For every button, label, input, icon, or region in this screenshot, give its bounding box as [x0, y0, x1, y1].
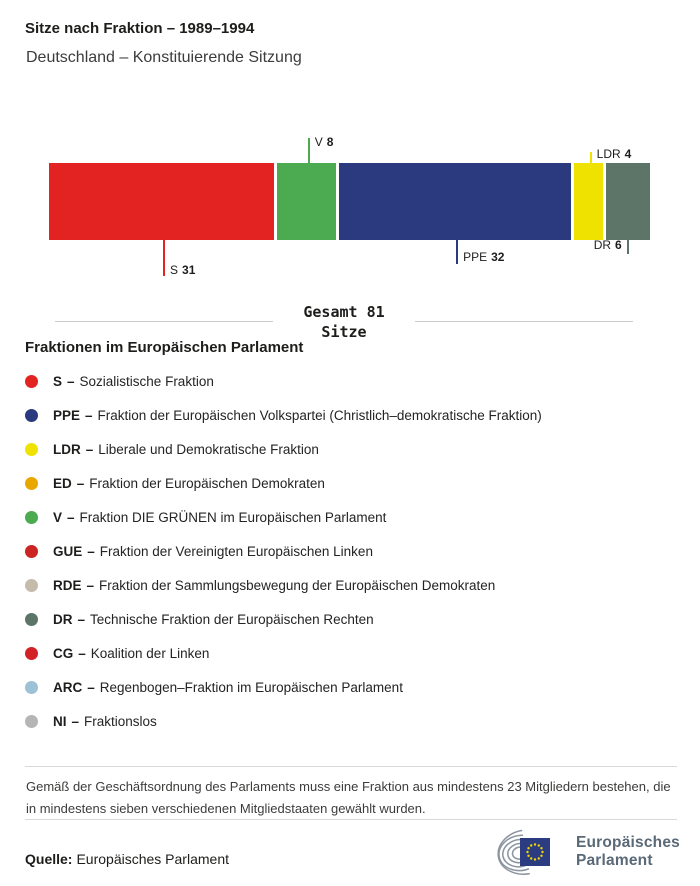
legend-dash: –	[85, 407, 93, 423]
legend-item-dr	[25, 602, 675, 636]
eu-flag	[520, 838, 550, 866]
source-value: Europäisches Parlament	[76, 851, 229, 867]
legend-code: LDR	[53, 441, 81, 457]
marker-line	[163, 240, 165, 276]
legend-dash: –	[67, 509, 75, 525]
page-subtitle: Deutschland – Konstituierende Sitzung	[26, 49, 302, 66]
bar-segment-dr	[606, 163, 650, 240]
total-seats-row	[55, 300, 633, 342]
legend-dot	[25, 477, 38, 490]
marker-line	[456, 240, 458, 264]
footer-divider-top	[25, 766, 677, 767]
legend-name: Fraktion DIE GRÜNEN im Europäischen Parlament	[79, 509, 387, 525]
total-seats-label	[273, 302, 414, 342]
ep-hemicycle-icon	[486, 828, 568, 876]
legend-dot	[25, 613, 38, 626]
legend-item-v	[25, 500, 675, 534]
total-seats-value: Gesamt 81	[303, 303, 385, 321]
divider-line	[55, 321, 273, 322]
ep-logo	[486, 828, 680, 876]
legend-dash: –	[78, 645, 86, 661]
bar-segment-v	[277, 163, 335, 240]
legend-list	[25, 364, 675, 738]
legend-dash: –	[67, 373, 75, 389]
legend-code: NI	[53, 713, 67, 729]
legend-dot	[25, 545, 38, 558]
bar-segment-s	[49, 163, 274, 240]
marker-label-s: S 31	[170, 263, 196, 277]
legend-item-s	[25, 364, 675, 398]
total-seats-unit: Sitze	[321, 323, 367, 341]
marker-label-dr: DR 6	[593, 238, 622, 252]
marker-label-ldr: LDR 4	[596, 147, 632, 161]
legend-name: Fraktion der Europäischen Demokraten	[89, 475, 325, 491]
legend-item-cg	[25, 636, 675, 670]
stacked-bar	[49, 163, 650, 240]
legend-code: V	[53, 509, 63, 525]
legend-dash: –	[86, 577, 95, 593]
marker-label-ppe: PPE 32	[463, 250, 505, 264]
legend-dot	[25, 681, 38, 694]
ep-logo-line1: Europäisches	[575, 834, 680, 851]
legend-item-ed	[25, 466, 675, 500]
legend-dash: –	[77, 611, 86, 627]
legend-dash: –	[87, 679, 95, 695]
legend-name: Koalition der Linken	[90, 645, 210, 661]
legend-dot	[25, 375, 38, 388]
legend-item-rde	[25, 568, 675, 602]
page-title: Sitze nach Fraktion – 1989–1994	[25, 20, 255, 37]
marker-label-v: V 8	[314, 135, 334, 149]
footer-divider-bottom	[25, 819, 677, 820]
source-label: Quelle:	[25, 851, 73, 867]
legend-dot	[25, 647, 38, 660]
legend-name: Liberale und Demokratische Fraktion	[98, 441, 319, 457]
legend-dash: –	[71, 713, 80, 729]
divider-line	[415, 321, 633, 322]
legend-item-ppe	[25, 398, 675, 432]
legend-item-gue	[25, 534, 675, 568]
legend-code: ARC	[53, 679, 83, 695]
legend-code: RDE	[53, 577, 82, 593]
legend-code: PPE	[53, 407, 81, 423]
legend-dot	[25, 579, 38, 592]
legend-code: DR	[53, 611, 73, 627]
ep-logo-wordmark	[576, 834, 680, 870]
marker-line	[308, 138, 310, 163]
legend-name: Fraktion der Sammlungsbewegung der Europäischen Demokraten	[99, 577, 496, 593]
seats-bar-chart	[49, 130, 650, 282]
legend-item-ldr	[25, 432, 675, 466]
legend-dot	[25, 715, 38, 728]
bar-segment-ppe	[339, 163, 572, 240]
legend-dot	[25, 443, 38, 456]
legend-dash: –	[87, 543, 95, 559]
bar-segment-ldr	[574, 163, 603, 240]
marker-line	[590, 152, 592, 163]
legend-name: Sozialistische Fraktion	[79, 373, 214, 389]
legend-name: Fraktion der Europäischen Volkspartei (Christlich–demokratische Fraktion)	[97, 407, 542, 423]
legend-code: CG	[53, 645, 74, 661]
legend-name: Fraktion der Vereinigten Europäischen Linken	[99, 543, 373, 559]
legend-code: S	[53, 373, 63, 389]
legend-code: ED	[53, 475, 72, 491]
legend-code: GUE	[53, 543, 83, 559]
legend-name: Fraktionslos	[84, 713, 157, 729]
marker-line	[627, 240, 629, 254]
legend-dash: –	[76, 475, 85, 491]
footnote: Gemäß der Geschäftsordnung des Parlaments muss eine Fraktion aus mindestens 23 Mitgliedern bestehen, die in mindestens sieben verschiedenen Mitgliedstaaten gewählt wurden.	[26, 779, 671, 816]
legend-dash: –	[85, 441, 94, 457]
legend-name: Regenbogen–Fraktion im Europäischen Parlament	[99, 679, 403, 695]
legend-dot	[25, 409, 38, 422]
legend-name: Technische Fraktion der Europäischen Rechten	[90, 611, 374, 627]
ep-logo-line2: Parlament	[575, 852, 653, 869]
legend-item-ni	[25, 704, 675, 738]
legend-item-arc	[25, 670, 675, 704]
legend-heading: Fraktionen im Europäischen Parlament	[25, 339, 304, 356]
legend-dot	[25, 511, 38, 524]
source-line	[25, 851, 229, 867]
